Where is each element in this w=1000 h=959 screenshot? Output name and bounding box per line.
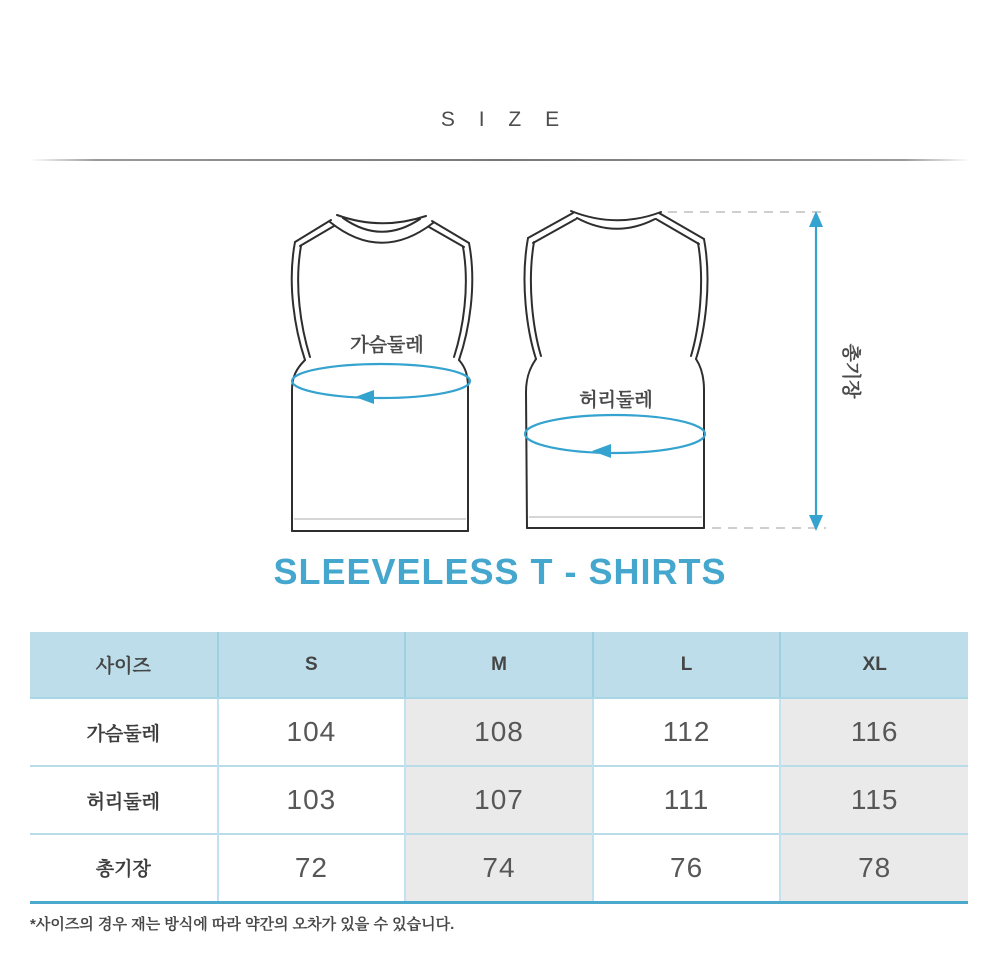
header-s: S — [218, 632, 406, 698]
header-m: M — [405, 632, 593, 698]
cell-length-xl: 78 — [780, 834, 968, 902]
table-row-waist — [30, 766, 968, 834]
cell-length-s: 72 — [218, 834, 406, 902]
cell-length-m: 74 — [405, 834, 593, 902]
cell-chest-m: 108 — [405, 698, 593, 766]
divider-line — [30, 159, 970, 161]
chest-label: 가슴둘레 — [350, 335, 424, 356]
cell-waist-m: 107 — [405, 766, 593, 834]
back-shirt-body — [524, 212, 707, 528]
front-shirt-body — [292, 216, 472, 531]
header-size: 사이즈 — [30, 632, 218, 698]
size-footnote: *사이즈의 경우 재는 방식에 따라 약간의 오차가 있을 수 있습니다. — [30, 916, 455, 933]
cell-waist-s: 103 — [218, 766, 406, 834]
waist-label: 허리둘레 — [579, 390, 653, 411]
size-table — [30, 632, 968, 904]
cell-chest-xl: 116 — [780, 698, 968, 766]
product-title: SLEEVELESS T - SHIRTS — [273, 551, 727, 592]
section-title: S I Z E — [440, 108, 569, 131]
header-l: L — [593, 632, 781, 698]
table-row-chest — [30, 698, 968, 766]
back-shirt-diagram — [524, 211, 707, 528]
cell-chest-l: 112 — [593, 698, 781, 766]
cell-chest-s: 104 — [218, 698, 406, 766]
header-xl: XL — [780, 632, 968, 698]
table-header-row — [30, 632, 968, 698]
cell-waist-l: 111 — [593, 766, 781, 834]
length-label: 총기장 — [840, 343, 861, 399]
row-label-waist: 허리둘레 — [30, 766, 218, 834]
cell-waist-xl: 115 — [780, 766, 968, 834]
cell-length-l: 76 — [593, 834, 781, 902]
row-label-length: 총기장 — [30, 834, 218, 902]
front-shirt-diagram — [292, 215, 473, 531]
row-label-chest: 가슴둘레 — [30, 698, 218, 766]
table-row-length — [30, 834, 968, 902]
length-arrowhead-top-icon — [809, 211, 823, 227]
shirt-diagram — [0, 190, 1000, 550]
